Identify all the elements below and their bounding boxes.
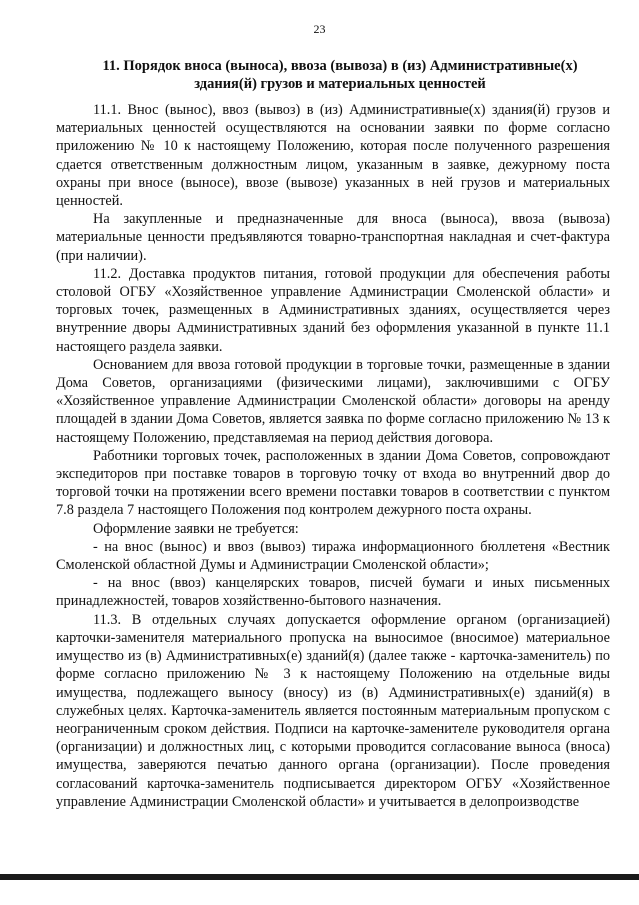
paragraph-11-1: 11.1. Внос (вынос), ввоз (вывоз) в (из) Административные(х) здания(й) грузов и материальных ценностей осуществляются на основании заявки по форме согласно приложению № 10 к настоящему Положению, которая после полученного разрешения сдается ответственным должностным лицом, указанным в заявке, дежурному поста охраны при вносе (выносе), ввозе (вывозе) указанных в ней грузов и материальных ценностей.	[56, 102, 610, 210]
paragraph-11-3: 11.3. В отдельных случаях допускается оформление органом (организацией) карточки-заменителя материального пропуска на выносимое (вносимое) материальное имущество из (в) Административных(е) зданий(я) (далее также - карточка-заменитель) по форме согласно приложению № 3 к настоящему Положению на отдельные виды имущества, подлежащего выносу (вносу) из (в) Административных(е) зданий(я) в служебных целях. Карточка-заменитель является постоянным материальным пропуском с неограниченным сроком действия. Подписи на карточке-заменителе руководителя органа (организации) и должностных лиц, с которыми проводится согласование выноса (вноса) имущества, заверяются печатью данного органа (организации). После проведения согласований карточка-заменитель подписывается директором ОГБУ «Хозяйственное управление Администрации Смоленской области» и учитывается в делопроизводстве	[56, 611, 610, 810]
document-body	[56, 101, 610, 811]
section-heading-line-1: 11. Порядок вноса (выноса), ввоза (вывоза) в (из) Административные(х)	[102, 58, 578, 74]
page-number: 23	[313, 22, 326, 36]
list-item-stationery: - на внос (ввоз) канцелярских товаров, писчей бумаги и иных письменных принадлежностей, товаров хозяйственно-бытового назначения.	[56, 575, 610, 610]
paragraph-purchased-values: На закупленные и предназначенные для вноса (выноса), ввоза (вывоза) материальные ценности предъявляются товарно-транспортная накладная и счет-фактура (при наличии).	[56, 211, 610, 264]
paragraph-no-request-needed: Оформление заявки не требуется:	[93, 520, 299, 537]
section-heading	[70, 57, 610, 93]
paragraph-delivery-basis: Основанием для ввоза готовой продукции в торговые точки, размещенные в здании Дома Советов, организациями (физическими лицами), заключившими с ОГБУ «Хозяйственное управление Администрации Смоленской области» договоры на аренду площадей в здании Дома Советов, является заявка по форме согласно приложению № 13 к настоящему Положению, представляемая на период действия договора.	[56, 356, 610, 446]
paragraph-trade-workers: Работники торговых точек, расположенных в здании Дома Советов, сопровождают экспедиторов при поставке товаров в торговую точку от входа во внутренний двор до торговой точки на протяжении всего времени поставки товаров в соответствии с пунктом 7.8 раздела 7 настоящего Положения под контролем дежурного поста охраны.	[56, 447, 610, 519]
bottom-scan-edge	[0, 874, 639, 880]
section-heading-line-2: здания(й) грузов и материальных ценностей	[194, 76, 486, 92]
list-item-bulletin: - на внос (вынос) и ввоз (вывоз) тиража информационного бюллетеня «Вестник Смоленской областной Думы и Администрации Смоленской области»;	[56, 538, 610, 574]
paragraph-11-2: 11.2. Доставка продуктов питания, готовой продукции для обеспечения работы столовой ОГБУ «Хозяйственное управление Администрации Смоленской области» и торговых точек, размещенных в Административных зданиях, осуществляется через внутренние дворы Административных зданий без оформления указанной в пункте 11.1 настоящего раздела заявки.	[56, 265, 610, 355]
